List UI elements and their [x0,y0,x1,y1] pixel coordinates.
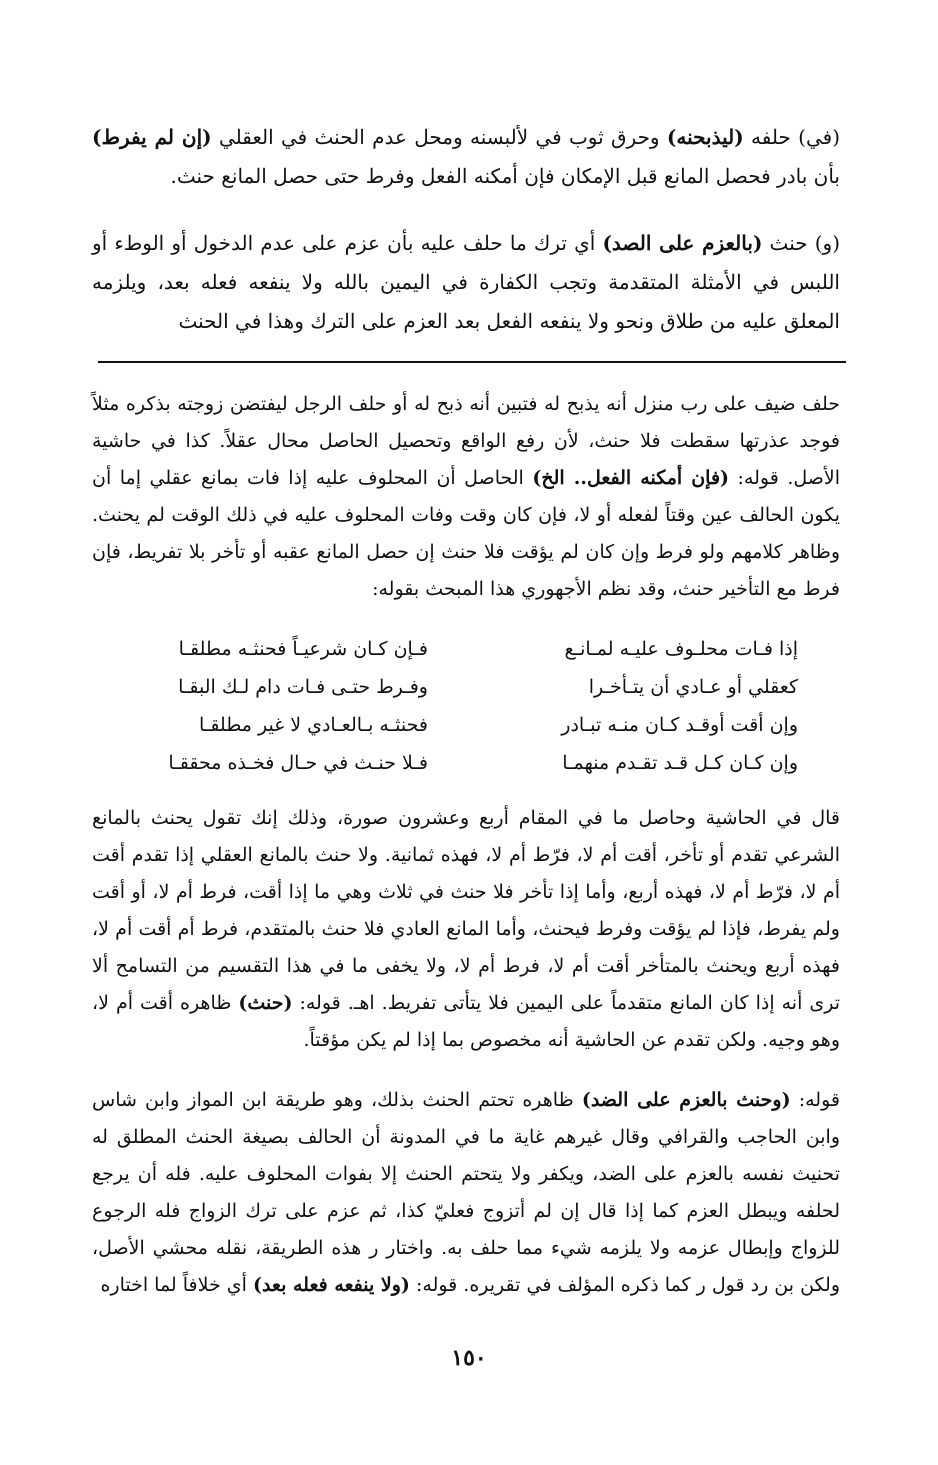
commentary-term: (حنث) [238,992,293,1014]
text-run: بأن بادر فحصل المانع قبل الإمكان فإن أمكنه الفعل وفرط حتى حصل المانع حنث. [170,164,840,188]
commentary-term: (ولا ينفعه فعله بعد) [252,1274,410,1296]
main-paragraph-2 [92,224,840,341]
poem-second-hemistich: فـلا حنـث في حـال فخـذه محققـا [168,752,428,774]
poem [98,630,798,782]
matn-term: (ليذبحنه) [666,125,744,149]
poem-first-hemistich: وإن أقت أوقـد كـان منـه تبـادر [561,714,798,736]
poem-first-hemistich: إذا فـات محلـوف عليـه لمـانـع [564,638,798,660]
commentary-term: (وحنث بالعزم على الضد) [581,1089,791,1111]
poem-verse [98,706,798,744]
poem-verse [98,744,798,782]
poem-second-hemistich: وفـرط حتـى فـات دام لـك البقـا [178,676,428,698]
poem-first-hemistich: وإن كـان كـل قـد تقـدم منهمـا [562,752,798,774]
matn-term: (بالعزم على الصد) [602,231,763,255]
poem-verse [98,630,798,668]
footnote-paragraph-1 [92,386,840,608]
text-run: قال في الحاشية وحاصل ما في المقام أربع وعشرون صورة، وذلك إنك تقول يحنث بالمانع الشرعي تقدم أو تأخر، أقت أم لا، فرّط أم لا، فهذه ثمانية. ولا حنث بالمانع العقلي إذا تقدم أقت أم لا، فرّط أم لا، فهذه أربع، وأما إذا تأخر فلا حنث في ثلاث وهي ما إذا أقت، فرط أم لا، أو أقت ولم يفرط، فإذا لم يؤقت وفرط فيحنث، وأما المانع العادي فلا حنث بالمتقدم، فرط أم أقت أم لا، فهذه أربع ويحنث بالمتأخر أقت أم لا، فرط أم لا، ولا يخفى ما في هذا التقسيم من التسامح ألا ترى أنه إذا كان المانع متقدماً على اليمين فلا يتأتى تفريط. اهـ. قوله: [92,807,840,1014]
text-run: قوله: [790,1089,840,1111]
poem-second-hemistich: فحنثـه بـالعـادي لا غير مطلقـا [198,714,428,736]
commentary-term: (فإن أمكنه الفعل.. الخ) [532,467,730,489]
page-number: ١٥٠ [451,1345,487,1371]
text-run: (في) حلفه [743,125,840,149]
poem-verse [98,668,798,706]
text-run: ظاهره أقت أم لا، وهو وجيه. ولكن تقدم عن الحاشية أنه مخصوص بما إذا لم يكن مؤقتاً. [92,992,840,1051]
text-run: حلف ضيف على رب منزل أنه يذبح له فتبين أنه ذبح له أو حلف الرجل ليفتضن زوجته بذكره مثلاً فوجد عذرتها سقطت فلا حنث، لأن رفع الواقع وتحصيل الحاصل محال عقلاً. كذا في حاشية الأصل. قوله: [92,393,840,489]
poem-second-hemistich: فـإن كـان شرعيـاً فحنثـه مطلقـا [178,638,428,660]
text-run: ظاهره تحتم الحنث بذلك، وهو طريقة ابن المواز وابن شاس وابن الحاجب والقرافي وقال غيرهم غاية ما في المدونة أن الحالف بصيغة الحنث المطلق له تحنيث نفسه بالعزم على الضد، ويكفر ولا يتحتم الحنث إلا بفوات المحلوف عليه. فله أن يرجع لحلفه ويبطل العزم كما إذا قال إن لم أتزوج فعليّ كذا، ثم عزم على ترك الزواج فله الرجوع للزواج وإبطال عزمه ولا يلزمه شيء مما حلف به. واختار ر هذه الطريقة، نقله محشي الأصل، ولكن بن رد قول ر كما ذكره المؤلف في تقريره. قوله: [92,1089,840,1296]
text-run: الحاصل أن المحلوف عليه إذا فات بمانع عقلي إما أن يكون الحالف عين وقتاً لفعله أو لا، فإن كان وقت وفات المحلوف عليه في ذلك الوقت لم يحنث. وظاهر كلامهم ولو فرط وإن كان لم يؤقت فلا حنث إن حصل المانع عقبه أو تأخر بلا تفريط، فإن فرط مع التأخير حنث، وقد نظم الأجهوري هذا المبحث بقوله: [92,467,840,600]
footnote-paragraph-2 [92,800,840,1059]
text-run: (و) حنث [762,231,840,255]
matn-term: (إن لم يفرط) [92,125,212,149]
main-paragraph-1 [92,118,840,196]
footnote-divider [98,361,846,363]
text-run: أي ترك ما حلف عليه بأن عزم على عدم الدخول أو الوطء أو اللبس في الأمثلة المتقدمة وتجب الكفارة في اليمين بالله ولا ينفعه فعله بعد، ويلزمه المعلق عليه من طلاق ونحو ولا ينفعه الفعل بعد العزم على الترك وهذا في الحنث [92,231,840,333]
poem-first-hemistich: كعقلي أو عـادي أن يتـأخـرا [588,676,798,698]
text-run: وحرق ثوب في لألبسنه ومحل عدم الحنث في العقلي [211,125,667,149]
text-run: أي خلافاً لما اختاره [100,1274,253,1296]
footnote-paragraph-3 [92,1082,840,1304]
